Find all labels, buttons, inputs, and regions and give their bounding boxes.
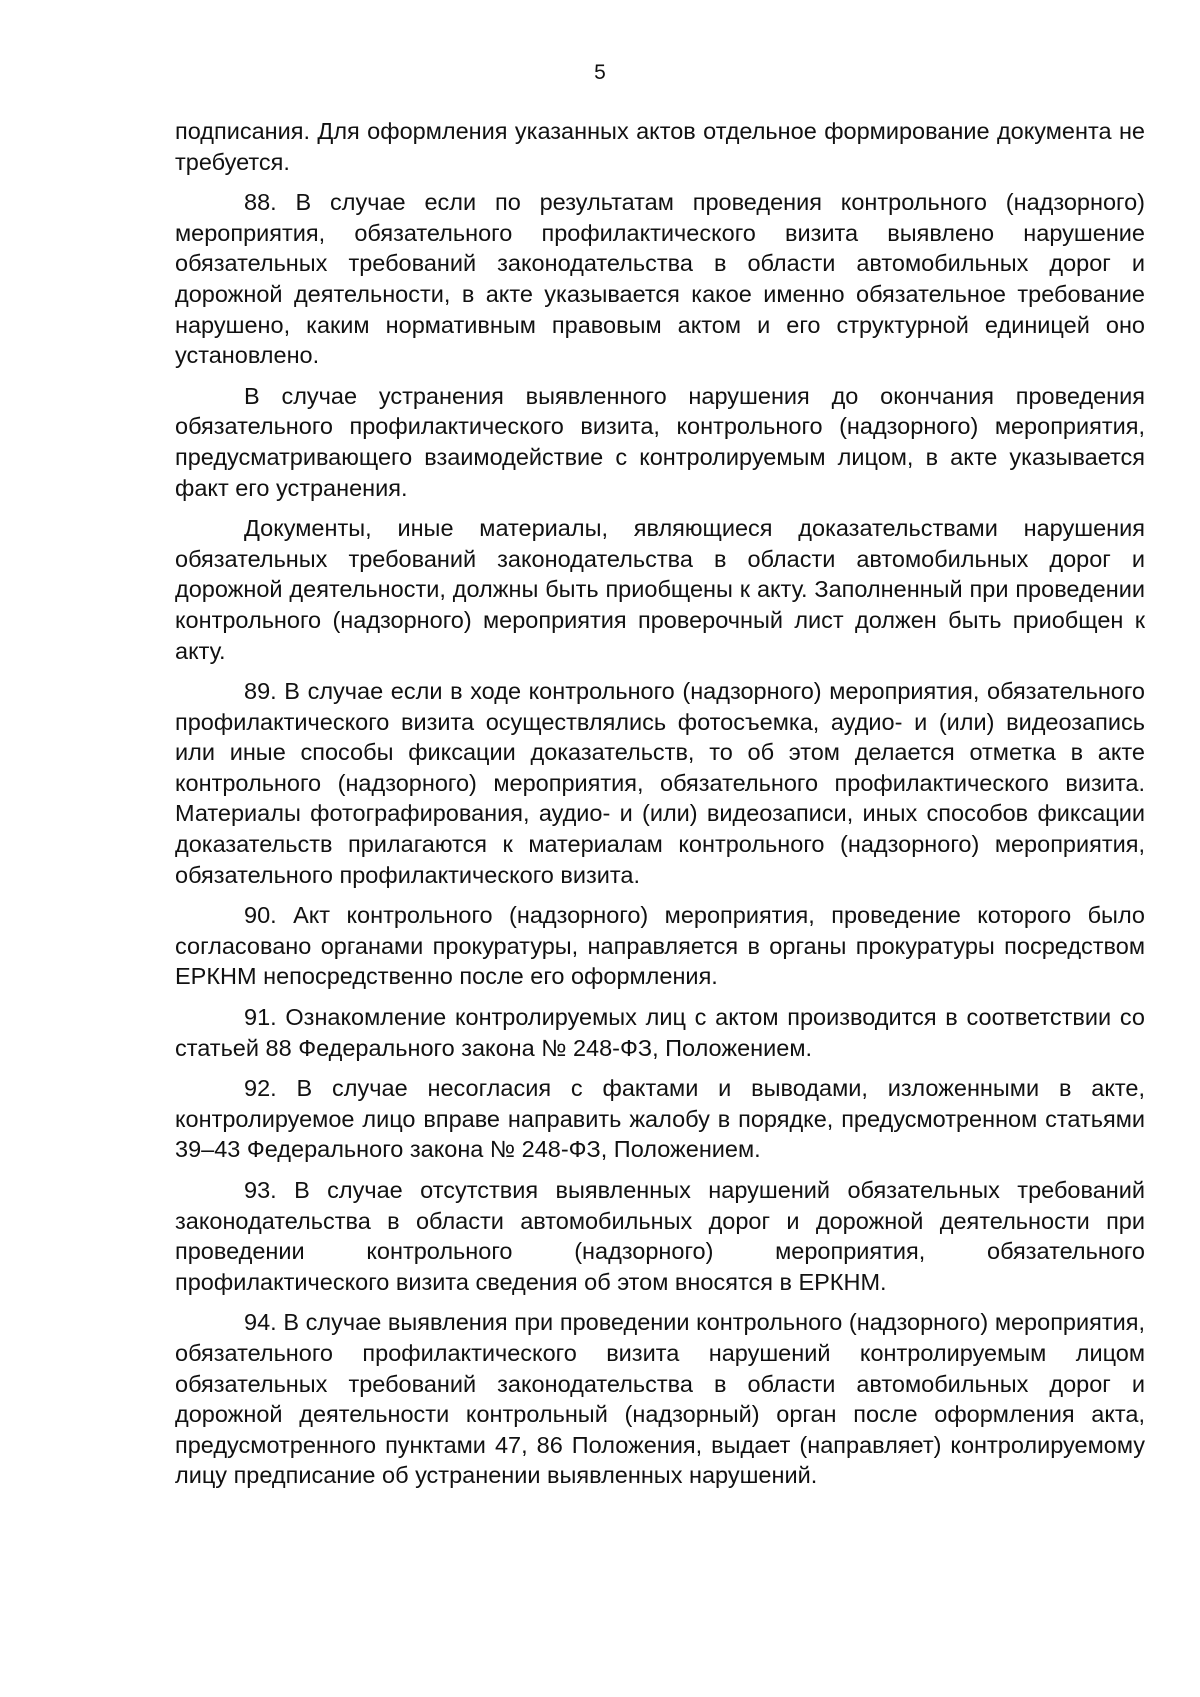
paragraph-90: 90. Акт контрольного (надзорного) мероприятия, проведение которого было согласовано органами прокуратуры, направляется в органы прокуратуры посредством ЕРКНМ непосредственно после его оформления. <box>175 902 1145 990</box>
paragraph-88-elimination: В случае устранения выявленного нарушения до окончания проведения обязательного профилактического визита, контрольного (надзорного) мероприятия, предусматривающего взаимодействие с контролируемым лицом, в акте указывается факт его устранения. <box>175 382 1145 501</box>
paragraph-continuation: подписания. Для оформления указанных актов отдельное формирование документа не требуется. <box>175 118 1145 175</box>
document-body <box>175 116 1145 1501</box>
page-number: 5 <box>594 61 606 84</box>
paragraph-88: 88. В случае если по результатам проведения контрольного (надзорного) мероприятия, обязательного профилактического визита выявлено нарушение обязательных требований законодательства в области автомобильных дорог и дорожной деятельности, в акте указывается какое именно обязательное требование нарушено, каким нормативным правовым актом и его структурной единицей оно установлено. <box>175 189 1145 369</box>
paragraph-89: 89. В случае если в ходе контрольного (надзорного) мероприятия, обязательного профилактического визита осуществлялись фотосъемка, аудио- и (или) видеозапись или иные способы фиксации доказательств, то об этом делается отметка в акте контрольного (надзорного) мероприятия, обязательного профилактического визита. Материалы фотографирования, аудио- и (или) видеозаписи, иных способов фиксации доказательств прилагаются к материалам контрольного (надзорного) мероприятия, обязательного профилактического визита. <box>175 678 1145 888</box>
paragraph-92: 92. В случае несогласия с фактами и выводами, изложенными в акте, контролируемое лицо вправе направить жалобу в порядке, предусмотренном статьями 39–43 Федерального закона № 248-ФЗ, Положением. <box>175 1075 1145 1163</box>
paragraph-93: 93. В случае отсутствия выявленных нарушений обязательных требований законодательства в области автомобильных дорог и дорожной деятельности при проведении контрольного (надзорного) мероприятия, обязательного профилактического визита сведения об этом вносятся в ЕРКНМ. <box>175 1177 1145 1295</box>
paragraph-91: 91. Ознакомление контролируемых лиц с актом производится в соответствии со статьей 88 Федерального закона № 248-ФЗ, Положением. <box>175 1004 1145 1061</box>
paragraph-88-documents: Документы, иные материалы, являющиеся доказательствами нарушения обязательных требований законодательства в области автомобильных дорог и дорожной деятельности, должны быть приобщены к акту. Заполненный при проведении контрольного (надзорного) мероприятия проверочный лист должен быть приобщен к акту. <box>175 515 1145 664</box>
paragraph-94: 94. В случае выявления при проведении контрольного (надзорного) мероприятия, обязательного профилактического визита нарушений контролируемым лицом обязательных требований законодательства в области автомобильных дорог и дорожной деятельности контрольный (надзорный) орган после оформления акта, предусмотренного пунктами 47, 86 Положения, выдает (направляет) контролируемому лицу предписание об устранении выявленных нарушений. <box>175 1309 1145 1489</box>
